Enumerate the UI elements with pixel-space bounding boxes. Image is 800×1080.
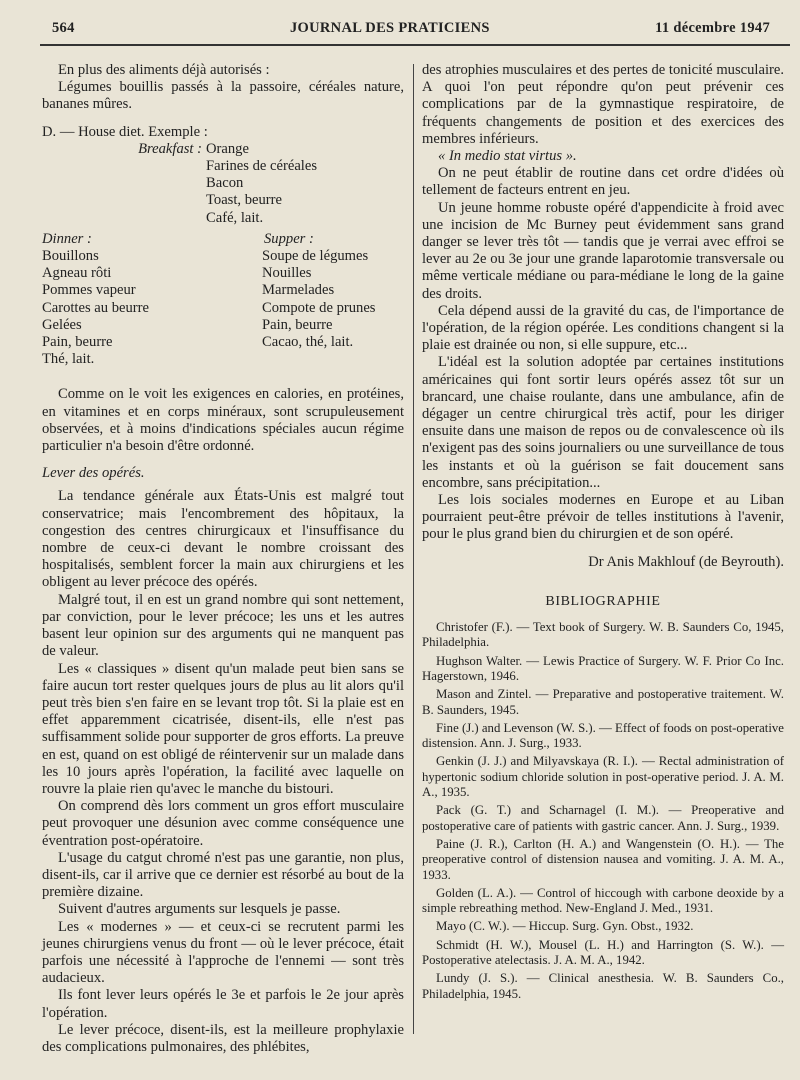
paragraph: Les « modernes » — et ceux-ci se recrutent parmi les jeunes chirurgiens venus du front — où le lever précoce, était parfois une nécessité à l'approche de l'ennemi — sont très audacieux. [42,918,404,987]
bibliography-entry: Schmidt (H. W.), Mousel (L. H.) and Harrington (S. W.). — Postoperative atelectasis. J. A. M. A., 1942. [422,937,784,968]
bibliography-heading: BIBLIOGRAPHIE [545,593,661,609]
paragraph: L'usage du catgut chromé n'est pas une garantie, non plus, disent-ils, car il arrive que ce dernier est résorbé au bout de la première dizaine. [42,849,404,901]
paragraph: Un jeune homme robuste opéré d'appendicite à froid avec une incision de Mc Burney peut évidemment sans grand danger se lever très tôt — tandis que je verrai avec effroi se lever au 2e ou 3e jour une grande laparotomie transversale ou même verticale médiane ou para-médiane le long de la gaine des droits. [422,199,784,302]
menu-item: Pain, beurre [262,316,333,333]
paragraph: On comprend dès lors comment un gros effort musculaire peut provoquer une désunion avec comme conséquence une éventration post-opératoire. [42,798,404,849]
paragraph: Les lois sociales modernes en Europe et au Liban pourraient peut-être prévoir de telles institutions à l'avenir, pour le plus grand bien du chirurgien et de son opéré. [422,492,784,543]
page-header [40,20,770,40]
paragraph: Ils font lever leurs opérés le 3e et parfois le 2e jour après l'opération. [42,987,404,1021]
menu-item: Agneau rôti [42,265,112,282]
section-heading: Lever des opérés. [42,465,145,482]
paragraph: On ne peut établir de routine dans cet ordre d'idées où tellement de facteurs entrent en jeu. [422,165,784,199]
paragraph: Les « classiques » disent qu'un malade peut bien sans se faire aucun tort rester quelques jours de plus au lit alors qu'il peut très bien s'en faire en se levant trop tôt. Si la plaie est en effet apparemment cicatrisée, disent-ils, elle n'est pas suffisamment solide pour supporter de gros efforts. La preuve en est, quand on est obligé de réintervenir sur un malade dans les 10 jours après l'opération, la facilité avec laquelle on rouvre la plaie rien qu'avec le manche du bistouri. [42,660,404,797]
bibliography-entry: Mason and Zintel. — Preparative and postoperative traitement. W. B. Saunders, 1945. [422,687,784,717]
paragraph: des atrophies musculaires et des pertes de tonicité musculaire. A quoi l'on peut répondre qu'on peut prévenir ces complications par de la gymnastique respiratoire, de fréquents changements de position et des exercices des membres inférieurs. [422,62,784,147]
menu-item: Carottes au beurre [42,299,149,316]
dinner-supper-menu [42,231,404,369]
menu-item: Bacon [206,175,244,192]
paragraph: Légumes bouillis passés à la passoire, céréales nature, bananes mûres. [42,79,404,113]
menu-item: Bouillons [42,248,99,265]
menu-item: Toast, beurre [206,192,282,209]
right-column [422,62,784,1005]
breakfast-label: Breakfast : [138,140,202,157]
paragraph: Suivent d'autres arguments sur lesquels je passe. [58,901,341,918]
bibliography-entry: Genkin (J. J.) and Milyavskaya (R. I.). — Rectal administration of hypertonic sodium chloride solution in post-operative period. J. A. M. A., 1935. [422,754,784,800]
left-column [42,62,404,1056]
journal-title: JOURNAL DES PRATICIENS [290,20,490,36]
author-signature: Dr Anis Makhlouf (de Beyrouth). [588,553,784,570]
paragraph: Le lever précoce, disent-ils, est la meilleure prophylaxie des complications pulmonaires, des phlébites, [42,1021,404,1055]
menu-item: Café, lait. [206,209,264,226]
paragraph: Cela dépend aussi de la gravité du cas, de l'importance de l'opération, de la région opérée. Les conditions changent si la plaie est drainée ou non, si elle suppure, etc... [422,302,784,354]
breakfast-menu [42,141,404,227]
page-number: 564 [52,20,75,36]
issue-date: 11 décembre 1947 [655,20,770,36]
paragraph: Comme on le voit les exigences en calories, en protéines, en vitamines et en corps minéraux, sont scrupuleusement observées, et à moins d'indications spéciales aucun régime particulier n'a besoin d'être ordonné. [42,386,404,455]
bibliography-list [422,620,784,1002]
column-divider [413,64,414,1034]
menu-item: Orange [206,140,249,157]
section-heading: D. — House diet. Exemple : [42,123,208,140]
menu-item: Thé, lait. [42,351,95,368]
supper-label: Supper : [264,230,314,247]
dinner-label: Dinner : [42,230,92,247]
menu-item: Nouilles [262,265,312,282]
paragraph: La tendance générale aux États-Unis est malgré tout conservatrice; mais l'encombrement des hôpitaux, la congestion des centres chirurgicaux et l'insuffisance du nombre de ceux-ci devant le nombre croissant des hospitalisés, semblent forcer la main aux chirurgiens et les obligent au lever précoce des opérés. [42,488,404,591]
bibliography-entry: Christofer (F.). — Text book of Surgery. W. B. Saunders Co, 1945, Philadelphia. [422,620,784,650]
bibliography-entry: Mayo (C. W.). — Hiccup. Surg. Gyn. Obst., 1932. [436,919,694,934]
menu-item: Farines de céréales [206,158,318,175]
menu-item: Compote de prunes [262,299,376,316]
bibliography-entry: Golden (L. A.). — Control of hiccough with carbone deoxide by a simple rebreathing method. New-England J. Med., 1931. [422,885,784,916]
paragraph: L'idéal est la solution adoptée par certaines institutions américaines qui font sortir leurs opérés assez tôt sur un brancard, une chaise roulante, dans une ambulance, afin de dégager un centre chirurgical très actif, pour les diriger ensuite dans une maison de repos ou de convalescence où ils n'exigent pas des soins journaliers ou une surveillance de tous les instants et où la guérison se fait doucement sans encombre, sans précipitation... [422,354,784,491]
paragraph: En plus des aliments déjà autorisés : [58,62,270,78]
menu-item: Soupe de légumes [262,248,369,265]
menu-item: Gelées [42,316,82,333]
bibliography-entry: Hughson Walter. — Lewis Practice of Surgery. W. F. Prior Co Inc. Hagerstown, 1946. [422,653,784,683]
menu-item: Cacao, thé, lait. [262,334,354,351]
paragraph: Malgré tout, il en est un grand nombre qui sont nettement, par conviction, pour le lever précoce; les uns et les autres basent leur opinion sur des arguments qui ne manquent pas de valeur. [42,591,404,660]
bibliography-entry: Fine (J.) and Levenson (W. S.). — Effect of foods on post-operative distension. Ann. J. Surg., 1933. [422,720,784,751]
bibliography-entry: Paine (J. R.), Carlton (H. A.) and Wangenstein (O. H.). — The preoperative control of distension nausea and vomiting. J. A. M. A., 1933. [422,836,784,882]
menu-item: Pain, beurre [42,334,113,351]
quote: « In medio stat virtus ». [438,148,577,165]
bibliography-entry: Lundy (J. S.). — Clinical anesthesia. W. B. Saunders Co., Philadelphia, 1945. [422,971,784,1001]
menu-item: Pommes vapeur [42,282,136,299]
menu-item: Marmelades [262,282,335,299]
bibliography-entry: Pack (G. T.) and Scharnagel (I. M.). — Preoperative and postoperative care of patients with gastric cancer. Ann. J. Surg., 1939. [422,803,784,833]
header-rule [40,44,790,46]
